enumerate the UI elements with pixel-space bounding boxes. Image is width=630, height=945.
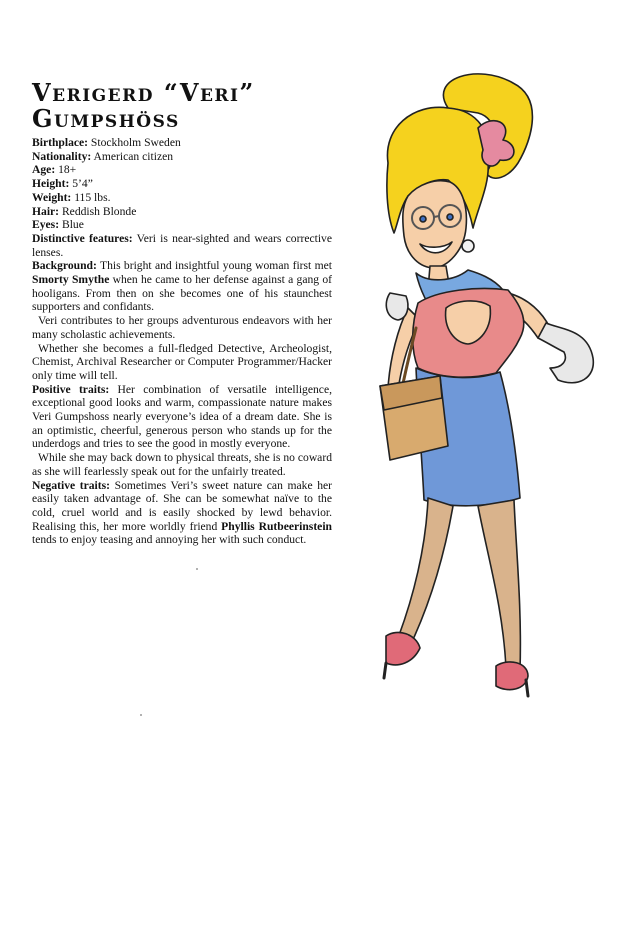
shoe-left [386, 632, 420, 664]
negative-text-b: tends to enjoy teasing and annoying her with such conduct. [32, 533, 307, 547]
distinctive-label: Distinctive features: [32, 231, 133, 245]
field-eyes [32, 218, 332, 232]
stat-fields [32, 136, 332, 232]
earring [462, 240, 474, 252]
character-text-column [32, 80, 332, 547]
background-paragraph-2: Veri contributes to her groups adventurous endeavors with her many scholastic achievements. [32, 314, 332, 341]
character-illustration [328, 68, 618, 718]
background-label: Background: [32, 259, 97, 273]
field-label: Eyes: [32, 218, 60, 232]
leg-right [478, 500, 520, 670]
background-text-a: This bright and insightful young woman first met [96, 259, 332, 273]
negative-text-a: Sometimes Veri’s sweet nature can make her easily taken advantage of. She can be somewhat naïve to the cold, cruel world and is easily shocked by lewd behavior. Realising this, her more worldly friend [32, 478, 332, 533]
distinctive-text: Veri is near-sighted and wears corrective lenses. [32, 231, 332, 259]
positive-traits-section [32, 383, 332, 452]
background-name: Smorty Smythe [32, 273, 110, 287]
field-label: Age: [32, 163, 56, 177]
field-value: 115 lbs. [71, 190, 111, 204]
field-height [32, 177, 332, 191]
field-nationality [32, 150, 332, 164]
background-section [32, 259, 332, 314]
page-speck [196, 568, 198, 570]
field-label: Birthplace: [32, 136, 89, 149]
glove-left [386, 293, 408, 320]
field-label: Nationality: [32, 149, 92, 163]
field-age [32, 163, 332, 177]
shoe-right [496, 662, 528, 690]
distinctive-features [32, 232, 332, 259]
negative-traits-section [32, 479, 332, 548]
positive-paragraph-2: While she may back down to physical threats, she is no coward as she will fearlessly speak out for the unfairly treated. [32, 451, 332, 478]
field-value: Reddish Blonde [59, 204, 137, 218]
leg-left [398, 498, 453, 646]
negative-label: Negative traits: [32, 478, 111, 492]
field-value: Blue [59, 218, 84, 232]
field-label: Weight: [32, 190, 72, 204]
field-value: American citizen [91, 149, 174, 163]
field-weight [32, 191, 332, 205]
background-paragraph-3: Whether she becomes a full-fledged Detective, Archeologist, Chemist, Archival Researcher or Computer Programmer/Hacker only time will tell. [32, 341, 332, 382]
positive-text: Her combination of versatile intelligence, exceptional good looks and warm, compassionate nature makes Veri Gumpshoss nearly everyone’s idea of a dream date. She is an optimistic, cheerful, generous person who stands up for the underdogs and tries to see the good in mostly everyone. [32, 382, 332, 451]
character-name-title [32, 80, 332, 132]
field-value: 18+ [55, 163, 77, 177]
field-birthplace [32, 136, 332, 150]
page-speck [140, 714, 142, 716]
field-label: Height: [32, 177, 70, 191]
negative-name: Phyllis Rutbeerinstein [221, 519, 332, 533]
glove-right [538, 323, 593, 383]
positive-label: Positive traits: [32, 382, 110, 396]
field-value: 5’4” [69, 177, 93, 191]
background-text-b: when he came to her defense against a gang of hooligans. From then on she becomes one of his staunchest supporters and confidants. [32, 273, 332, 314]
field-hair [32, 205, 332, 219]
field-value: Stockholm Sweden [88, 136, 181, 149]
title-line-2: Gumpshöss [32, 104, 180, 133]
field-label: Hair: [32, 204, 60, 218]
title-line-1: Verigerd “Veri” [32, 78, 255, 107]
